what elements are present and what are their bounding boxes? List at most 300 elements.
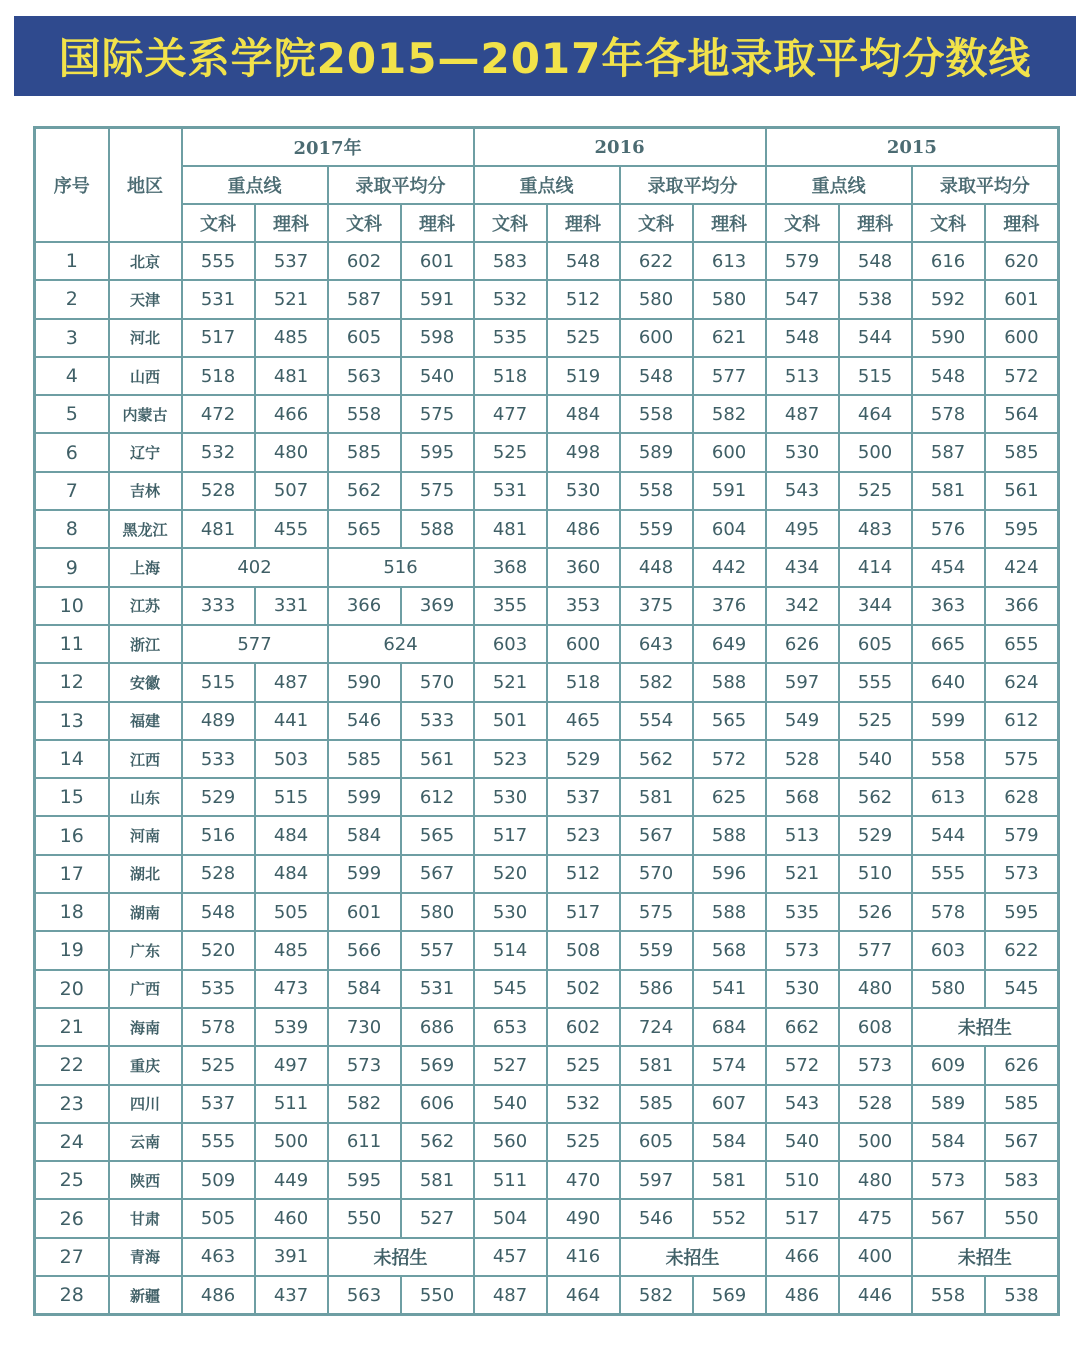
score-cell: 724 [620,1008,693,1046]
score-cell: 490 [547,1199,620,1237]
score-cell: 530 [474,893,547,931]
score-cell: 513 [766,816,839,854]
score-cell: 599 [912,702,985,740]
score-cell: 560 [474,1123,547,1161]
row-index: 20 [35,970,109,1008]
score-cell: 579 [985,816,1059,854]
table-row [35,893,1059,931]
table-row [35,587,1059,625]
score-cell: 517 [474,816,547,854]
score-cell: 548 [766,319,839,357]
row-region: 陕西 [109,1161,182,1199]
score-cell: 510 [766,1161,839,1199]
table-row [35,548,1059,586]
row-index: 16 [35,816,109,854]
score-cell: 600 [693,433,766,471]
score-cell: 599 [328,778,401,816]
table-row [35,855,1059,893]
score-cell: 585 [985,1085,1059,1123]
score-cell: 562 [328,472,401,510]
score-cell: 530 [474,778,547,816]
score-cell: 621 [693,319,766,357]
score-cell: 552 [693,1199,766,1237]
row-index: 11 [35,625,109,663]
score-cell: 609 [912,1046,985,1084]
row-index: 28 [35,1276,109,1315]
score-cell: 528 [182,855,255,893]
score-cell: 518 [547,663,620,701]
score-cell: 580 [401,893,474,931]
score-cell: 511 [474,1161,547,1199]
score-cell: 523 [547,816,620,854]
score-cell: 457 [474,1238,547,1276]
row-region: 河南 [109,816,182,854]
score-cell: 442 [693,548,766,586]
score-cell: 568 [766,778,839,816]
score-cell: 548 [182,893,255,931]
score-cell: 505 [182,1199,255,1237]
score-cell: 601 [401,242,474,280]
score-cell: 585 [985,433,1059,471]
score-cell: 531 [401,970,474,1008]
row-index: 17 [35,855,109,893]
score-cell: 481 [182,510,255,548]
score-cell-merged: 402 [182,548,328,586]
score-cell: 449 [255,1161,328,1199]
score-cell: 523 [474,740,547,778]
score-cell: 558 [328,395,401,433]
score-cell: 546 [328,702,401,740]
score-cell: 628 [985,778,1059,816]
score-cell: 470 [547,1161,620,1199]
table-row [35,1161,1059,1199]
score-cell: 581 [620,1046,693,1084]
score-cell: 500 [839,1123,912,1161]
col-header-year-2016: 2016 [474,128,766,167]
score-cell: 588 [693,816,766,854]
score-cell: 516 [182,816,255,854]
score-cell: 484 [255,855,328,893]
score-cell: 601 [985,280,1059,318]
score-cell: 625 [693,778,766,816]
score-cell: 555 [182,1123,255,1161]
row-region: 四川 [109,1085,182,1123]
score-cell: 527 [401,1199,474,1237]
score-cell: 581 [401,1161,474,1199]
score-cell: 599 [328,855,401,893]
row-region: 新疆 [109,1276,182,1315]
row-region: 湖南 [109,893,182,931]
score-cell: 369 [401,587,474,625]
score-cell: 512 [547,855,620,893]
row-index: 24 [35,1123,109,1161]
score-cell: 366 [328,587,401,625]
col-header-arts: 文科 [182,204,255,242]
score-cell: 532 [547,1085,620,1123]
row-region: 重庆 [109,1046,182,1084]
row-index: 1 [35,242,109,280]
score-cell: 525 [839,702,912,740]
score-cell: 588 [401,510,474,548]
score-cell: 540 [766,1123,839,1161]
score-cell: 573 [766,931,839,969]
score-cell: 548 [620,357,693,395]
score-cell: 562 [401,1123,474,1161]
score-cell: 575 [985,740,1059,778]
score-cell: 585 [328,433,401,471]
score-cell: 584 [693,1123,766,1161]
score-table [33,126,1060,1316]
score-cell: 582 [328,1085,401,1123]
row-index: 23 [35,1085,109,1123]
score-cell: 570 [620,855,693,893]
score-cell: 530 [766,970,839,1008]
score-cell: 537 [255,242,328,280]
score-cell: 597 [620,1161,693,1199]
score-cell: 375 [620,587,693,625]
score-cell: 606 [401,1085,474,1123]
row-index: 5 [35,395,109,433]
score-cell: 600 [547,625,620,663]
score-cell: 454 [912,548,985,586]
score-cell: 497 [255,1046,328,1084]
row-index: 18 [35,893,109,931]
score-cell: 616 [912,242,985,280]
score-cell: 572 [693,740,766,778]
score-cell: 600 [985,319,1059,357]
score-cell: 572 [985,357,1059,395]
table-row [35,1085,1059,1123]
score-cell: 509 [182,1161,255,1199]
score-cell: 540 [474,1085,547,1123]
score-cell: 575 [401,395,474,433]
score-cell: 573 [912,1161,985,1199]
score-cell: 531 [182,280,255,318]
score-cell: 598 [401,319,474,357]
score-cell: 543 [766,1085,839,1123]
score-cell: 567 [985,1123,1059,1161]
score-cell: 502 [547,970,620,1008]
score-cell: 580 [693,280,766,318]
score-cell: 342 [766,587,839,625]
score-cell: 605 [620,1123,693,1161]
score-cell: 582 [693,395,766,433]
score-cell: 590 [912,319,985,357]
score-cell: 416 [547,1238,620,1276]
score-cell: 640 [912,663,985,701]
score-cell: 333 [182,587,255,625]
score-cell: 624 [985,663,1059,701]
row-index: 27 [35,1238,109,1276]
score-cell: 589 [912,1085,985,1123]
row-index: 25 [35,1161,109,1199]
row-region: 上海 [109,548,182,586]
score-cell: 532 [474,280,547,318]
score-cell: 577 [693,357,766,395]
score-cell: 528 [839,1085,912,1123]
score-cell: 578 [912,893,985,931]
row-region: 广西 [109,970,182,1008]
table-row [35,778,1059,816]
row-index: 14 [35,740,109,778]
score-cell: 588 [693,663,766,701]
score-cell: 559 [620,510,693,548]
score-cell: 331 [255,587,328,625]
score-cell: 525 [474,433,547,471]
table-row [35,1046,1059,1084]
score-cell: 581 [620,778,693,816]
score-cell: 514 [474,931,547,969]
score-cell: 595 [985,893,1059,931]
not-enrolled-note: 未招生 [912,1238,1059,1276]
table-row [35,625,1059,663]
table-row [35,1238,1059,1276]
score-cell: 489 [182,702,255,740]
score-cell: 535 [182,970,255,1008]
score-cell: 604 [693,510,766,548]
score-cell: 564 [985,395,1059,433]
score-cell: 540 [401,357,474,395]
score-cell: 508 [547,931,620,969]
col-header-arts: 文科 [620,204,693,242]
col-header-seq: 序号 [35,128,109,243]
page-title: 国际关系学院2015—2017年各地录取平均分数线 [58,34,1032,83]
score-cell: 589 [620,433,693,471]
col-header-science: 理科 [693,204,766,242]
score-cell: 414 [839,548,912,586]
score-cell: 353 [547,587,620,625]
score-cell: 601 [328,893,401,931]
row-region: 江苏 [109,587,182,625]
score-cell: 360 [547,548,620,586]
not-enrolled-note: 未招生 [912,1008,1059,1046]
score-cell: 501 [474,702,547,740]
score-cell: 608 [839,1008,912,1046]
score-cell: 603 [474,625,547,663]
score-cell: 567 [401,855,474,893]
table-row [35,702,1059,740]
score-cell: 565 [693,702,766,740]
score-cell: 538 [985,1276,1059,1315]
score-cell: 597 [766,663,839,701]
score-cell: 596 [693,855,766,893]
score-cell: 582 [620,663,693,701]
score-cell: 569 [693,1276,766,1315]
score-cell: 464 [547,1276,620,1315]
table-row [35,1123,1059,1161]
table-row [35,931,1059,969]
row-index: 6 [35,433,109,471]
row-index: 3 [35,319,109,357]
score-cell: 643 [620,625,693,663]
row-region: 青海 [109,1238,182,1276]
score-cell: 517 [547,893,620,931]
score-cell: 550 [328,1199,401,1237]
score-cell: 483 [839,510,912,548]
score-cell: 376 [693,587,766,625]
col-header-science: 理科 [985,204,1059,242]
score-cell: 480 [255,433,328,471]
table-row [35,970,1059,1008]
score-cell: 579 [766,242,839,280]
score-cell: 686 [401,1008,474,1046]
score-cell: 521 [766,855,839,893]
score-cell: 503 [255,740,328,778]
score-cell: 504 [474,1199,547,1237]
row-index: 19 [35,931,109,969]
not-enrolled-note: 未招生 [328,1238,474,1276]
col-header-science: 理科 [839,204,912,242]
score-cell: 611 [328,1123,401,1161]
score-cell: 567 [912,1199,985,1237]
col-header-science: 理科 [547,204,620,242]
score-cell: 587 [328,280,401,318]
score-cell: 528 [766,740,839,778]
score-cell: 549 [766,702,839,740]
row-region: 福建 [109,702,182,740]
col-header-arts: 文科 [474,204,547,242]
score-cell: 558 [912,1276,985,1315]
score-cell: 512 [547,280,620,318]
score-cell: 573 [839,1046,912,1084]
score-cell: 546 [620,1199,693,1237]
score-cell: 581 [912,472,985,510]
score-cell: 555 [839,663,912,701]
row-index: 4 [35,357,109,395]
col-header-key-line: 重点线 [474,166,620,204]
score-cell: 530 [766,433,839,471]
score-cell: 545 [474,970,547,1008]
score-cell: 391 [255,1238,328,1276]
score-cell: 531 [474,472,547,510]
score-cell: 605 [328,319,401,357]
score-cell: 626 [766,625,839,663]
score-cell: 586 [620,970,693,1008]
score-cell-merged: 624 [328,625,474,663]
score-cell: 528 [182,472,255,510]
score-cell: 475 [839,1199,912,1237]
score-cell: 548 [912,357,985,395]
score-cell: 525 [547,319,620,357]
score-cell: 591 [693,472,766,510]
score-cell: 562 [839,778,912,816]
score-cell: 543 [766,472,839,510]
score-cell: 561 [401,740,474,778]
score-cell: 464 [839,395,912,433]
score-cell: 486 [766,1276,839,1315]
score-cell: 605 [839,625,912,663]
col-header-key-line: 重点线 [182,166,328,204]
score-cell: 573 [328,1046,401,1084]
score-cell: 515 [839,357,912,395]
row-region: 山东 [109,778,182,816]
score-cell: 515 [255,778,328,816]
score-cell: 557 [401,931,474,969]
table-row [35,1008,1059,1046]
row-index: 12 [35,663,109,701]
score-cell: 602 [328,242,401,280]
score-cell: 520 [474,855,547,893]
row-region: 北京 [109,242,182,280]
score-cell: 653 [474,1008,547,1046]
score-cell: 363 [912,587,985,625]
score-cell: 448 [620,548,693,586]
score-cell: 613 [693,242,766,280]
score-cell: 548 [839,242,912,280]
score-cell: 519 [547,357,620,395]
score-cell: 584 [328,970,401,1008]
table-row [35,740,1059,778]
table-row [35,395,1059,433]
score-cell: 520 [182,931,255,969]
score-cell: 568 [693,931,766,969]
score-cell: 521 [474,663,547,701]
score-cell: 572 [766,1046,839,1084]
col-header-key-line: 重点线 [766,166,912,204]
score-cell: 575 [401,472,474,510]
score-cell: 665 [912,625,985,663]
score-cell: 537 [182,1085,255,1123]
score-cell: 535 [766,893,839,931]
col-header-arts: 文科 [328,204,401,242]
score-cell: 602 [547,1008,620,1046]
score-cell: 578 [912,395,985,433]
score-cell: 480 [839,1161,912,1199]
score-cell: 424 [985,548,1059,586]
score-cell: 585 [620,1085,693,1123]
score-cell: 529 [839,816,912,854]
score-cell: 684 [693,1008,766,1046]
score-cell: 513 [766,357,839,395]
score-cell: 582 [620,1276,693,1315]
score-cell: 486 [182,1276,255,1315]
score-cell: 473 [255,970,328,1008]
row-region: 甘肃 [109,1199,182,1237]
score-cell: 368 [474,548,547,586]
score-cell: 344 [839,587,912,625]
score-cell: 548 [547,242,620,280]
score-cell: 466 [766,1238,839,1276]
score-cell: 585 [328,740,401,778]
score-cell: 620 [985,242,1059,280]
score-cell-merged: 516 [328,548,474,586]
row-region: 云南 [109,1123,182,1161]
score-cell: 603 [912,931,985,969]
score-cell: 525 [547,1123,620,1161]
score-cell: 567 [620,816,693,854]
table-row [35,319,1059,357]
table-row [35,242,1059,280]
score-cell: 555 [912,855,985,893]
score-cell: 607 [693,1085,766,1123]
score-cell: 575 [620,893,693,931]
score-cell: 662 [766,1008,839,1046]
col-header-science: 理科 [255,204,328,242]
row-region: 内蒙古 [109,395,182,433]
score-cell: 613 [912,778,985,816]
row-index: 13 [35,702,109,740]
score-cell: 544 [912,816,985,854]
row-region: 安徽 [109,663,182,701]
row-index: 9 [35,548,109,586]
score-cell: 463 [182,1238,255,1276]
score-cell: 583 [474,242,547,280]
score-cell: 355 [474,587,547,625]
score-cell: 538 [839,280,912,318]
score-cell: 366 [985,587,1059,625]
score-cell: 622 [620,242,693,280]
score-cell: 578 [182,1008,255,1046]
